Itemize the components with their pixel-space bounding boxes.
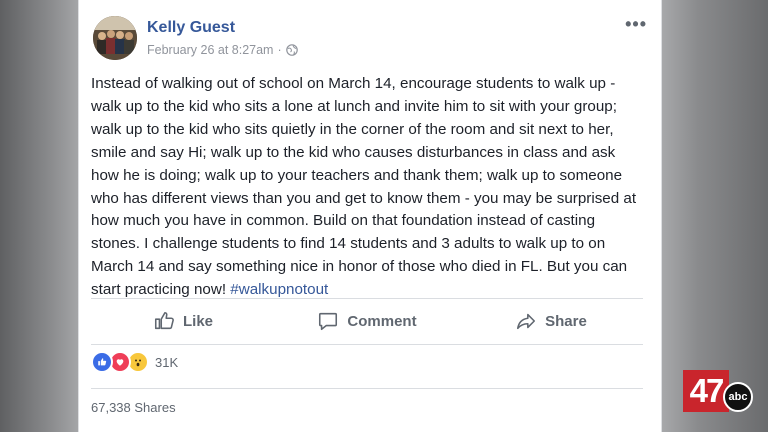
like-button[interactable] bbox=[91, 300, 275, 342]
globe-icon[interactable] bbox=[286, 44, 298, 56]
post-header bbox=[93, 16, 651, 64]
background-right bbox=[660, 0, 768, 432]
divider-top bbox=[91, 298, 643, 299]
background-left bbox=[0, 0, 78, 432]
group-photo-icon bbox=[93, 16, 137, 60]
share-label: Share bbox=[545, 312, 587, 330]
post-meta bbox=[147, 43, 298, 57]
meta-separator: · bbox=[277, 43, 282, 57]
post-body-text: Instead of walking out of school on March 14, encourage students to walk up - walk up to the kid who sits a lone at lunch and invite him to sit with your group; walk up to the kid who sits quietly in the corner of the room and sit next to her, smile and say Hi; walk up to the kid who causes disturbances in class and ask how he is doing; walk up to your teachers and thank them; walk up to someone who has different views than you and get to know them - you may be surprised at how much you have in common. Build on that foundation instead of casting stones. I challenge students to find 14 students and 3 adults to walk up to on March 14 and say something nice in honor of those who died in FL. But you can start practicing now! bbox=[91, 75, 637, 299]
comment-icon bbox=[317, 310, 339, 332]
reaction-count: 31K bbox=[155, 354, 179, 370]
logo-number: 47 bbox=[683, 370, 729, 412]
comment-button[interactable] bbox=[275, 300, 459, 342]
facebook-post-card bbox=[78, 0, 662, 432]
reactions-summary[interactable] bbox=[91, 350, 178, 374]
like-label: Like bbox=[182, 312, 213, 330]
like-reaction-icon bbox=[91, 351, 113, 373]
station-logo bbox=[683, 370, 755, 412]
author-name[interactable]: Kelly Guest bbox=[147, 19, 236, 36]
divider-bottom bbox=[91, 388, 643, 389]
post-body bbox=[91, 73, 643, 302]
thumbs-up-icon bbox=[153, 310, 175, 332]
hashtag-link[interactable]: #walkupnotout bbox=[230, 281, 329, 299]
comment-label: Comment bbox=[347, 312, 417, 330]
share-button[interactable] bbox=[459, 300, 643, 342]
share-count[interactable]: 67,338 Shares bbox=[91, 400, 176, 415]
post-date[interactable]: February 26 at 8:27am bbox=[147, 43, 274, 57]
share-arrow-icon bbox=[515, 310, 537, 332]
post-actions bbox=[91, 300, 643, 342]
more-options-icon[interactable]: ••• bbox=[625, 14, 647, 34]
divider-middle bbox=[91, 344, 643, 345]
abc-network-badge: abc bbox=[723, 382, 753, 412]
avatar[interactable] bbox=[93, 16, 137, 60]
